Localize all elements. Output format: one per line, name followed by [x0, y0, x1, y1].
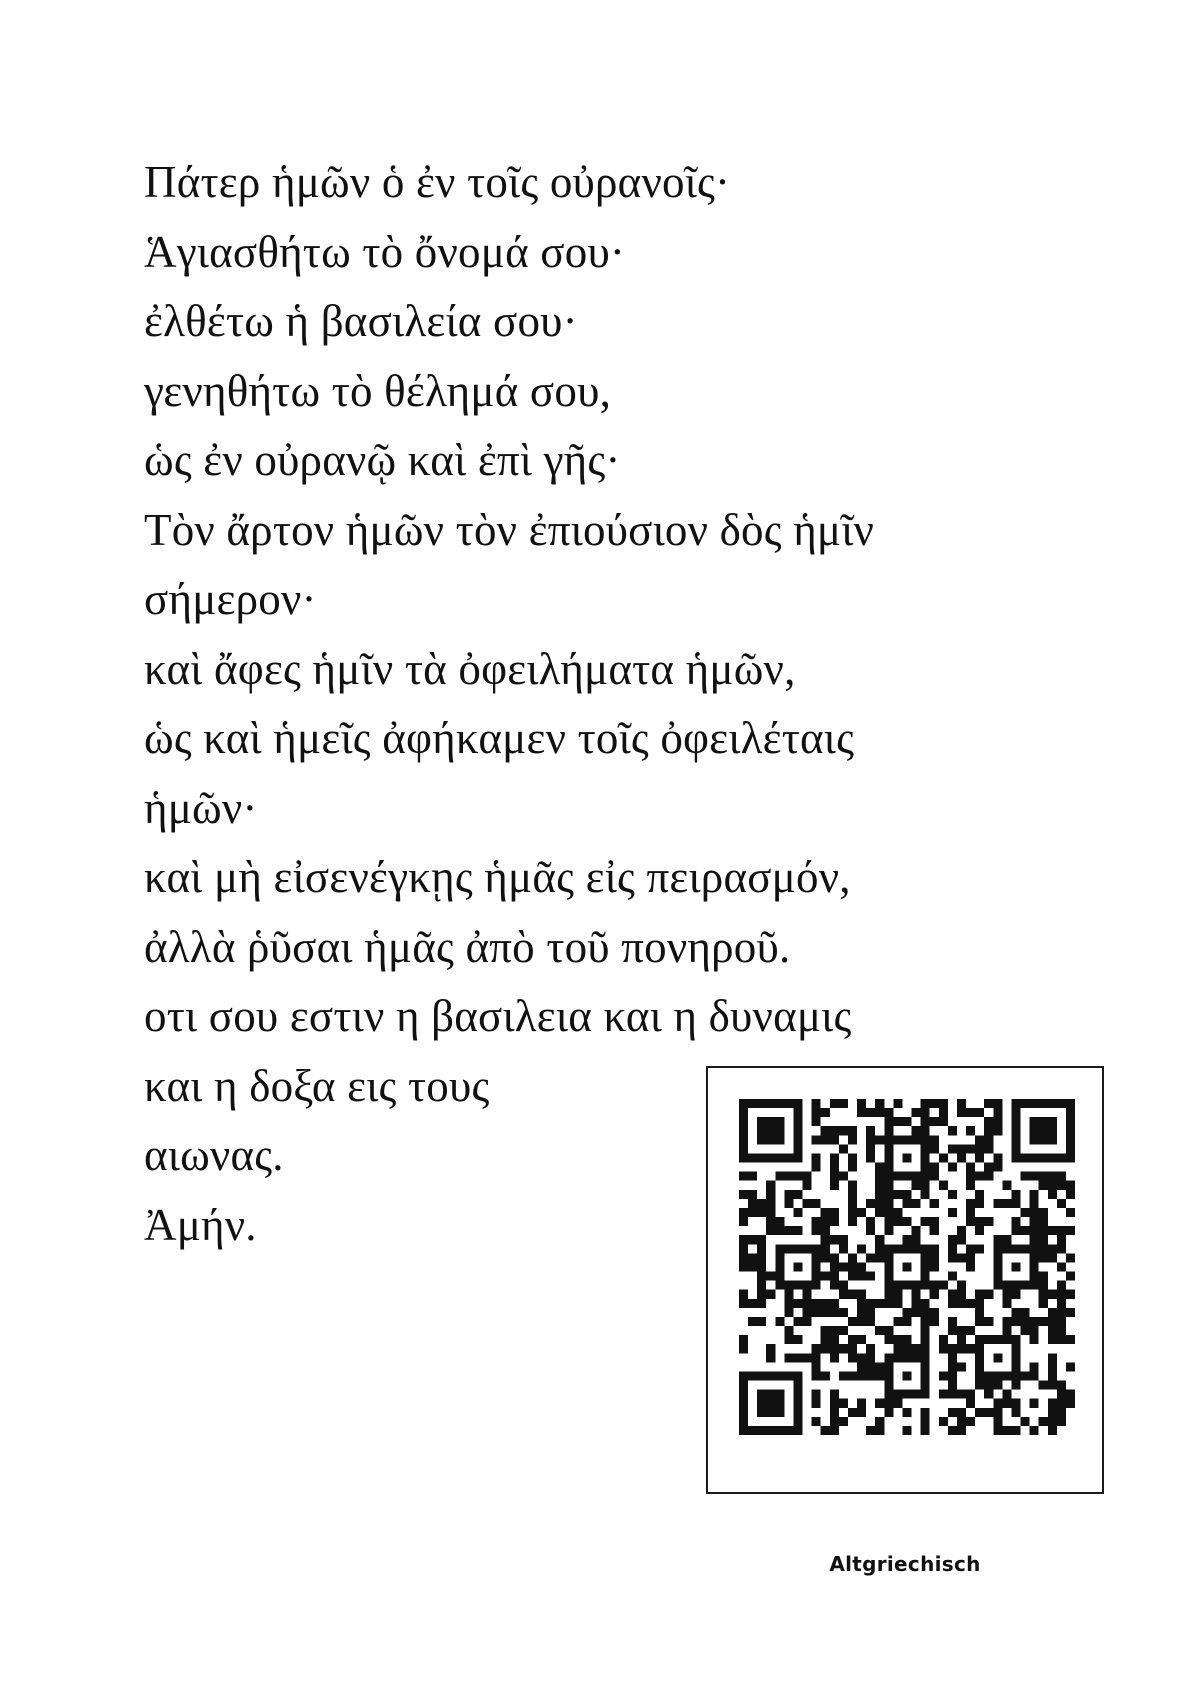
prayer-line: καὶ μὴ εἰσενέγκῃς ἡμᾶς εἰς πειρασμόν,	[144, 852, 851, 902]
prayer-line: ἡμῶν·	[144, 782, 258, 833]
prayer-line: Τὸν ἄρτον ἡμῶν τὸν ἐπιούσιον δὸς ἡμῖν	[144, 504, 875, 555]
prayer-line: γενηθήτω τὸ θέλημά σου,	[144, 365, 612, 416]
qr-code-icon	[739, 1099, 1075, 1435]
prayer-line: καὶ ἄφες ἡμῖν τὰ ὀφειλήματα ἡμῶν,	[144, 643, 796, 694]
caption-label: Altgriechisch	[829, 1552, 981, 1576]
prayer-line: ἀλλὰ ῥῦσαι ἡμᾶς ἀπὸ τοῦ πονηροῦ.	[144, 921, 791, 972]
prayer-line: Ἁγιασθήτω τὸ ὄνομά σου·	[144, 226, 626, 277]
prayer-line: οτι σου εστιν η βασιλεια και η δυναμις	[144, 991, 852, 1041]
qr-code-frame[interactable]	[706, 1066, 1104, 1494]
prayer-line: ἐλθέτω ἡ βασιλεία σου·	[144, 296, 578, 346]
prayer-line: ὡς καὶ ἡμεῖς ἀφήκαμεν τοῖς ὀφειλέταις	[144, 713, 855, 763]
prayer-line: Πάτερ ἡμῶν ὁ ἐν τοῖς οὐρανοῖς·	[144, 157, 731, 207]
prayer-line: Ἀμήν.	[144, 1199, 257, 1250]
prayer-line: αιωνας.	[144, 1130, 284, 1180]
prayer-line: ὡς ἐν οὐρανῷ καὶ ἐπὶ γῆς·	[144, 435, 621, 485]
prayer-line: και η δοξα εις τους	[144, 1060, 490, 1111]
prayer-line: σήμερον·	[144, 574, 317, 624]
